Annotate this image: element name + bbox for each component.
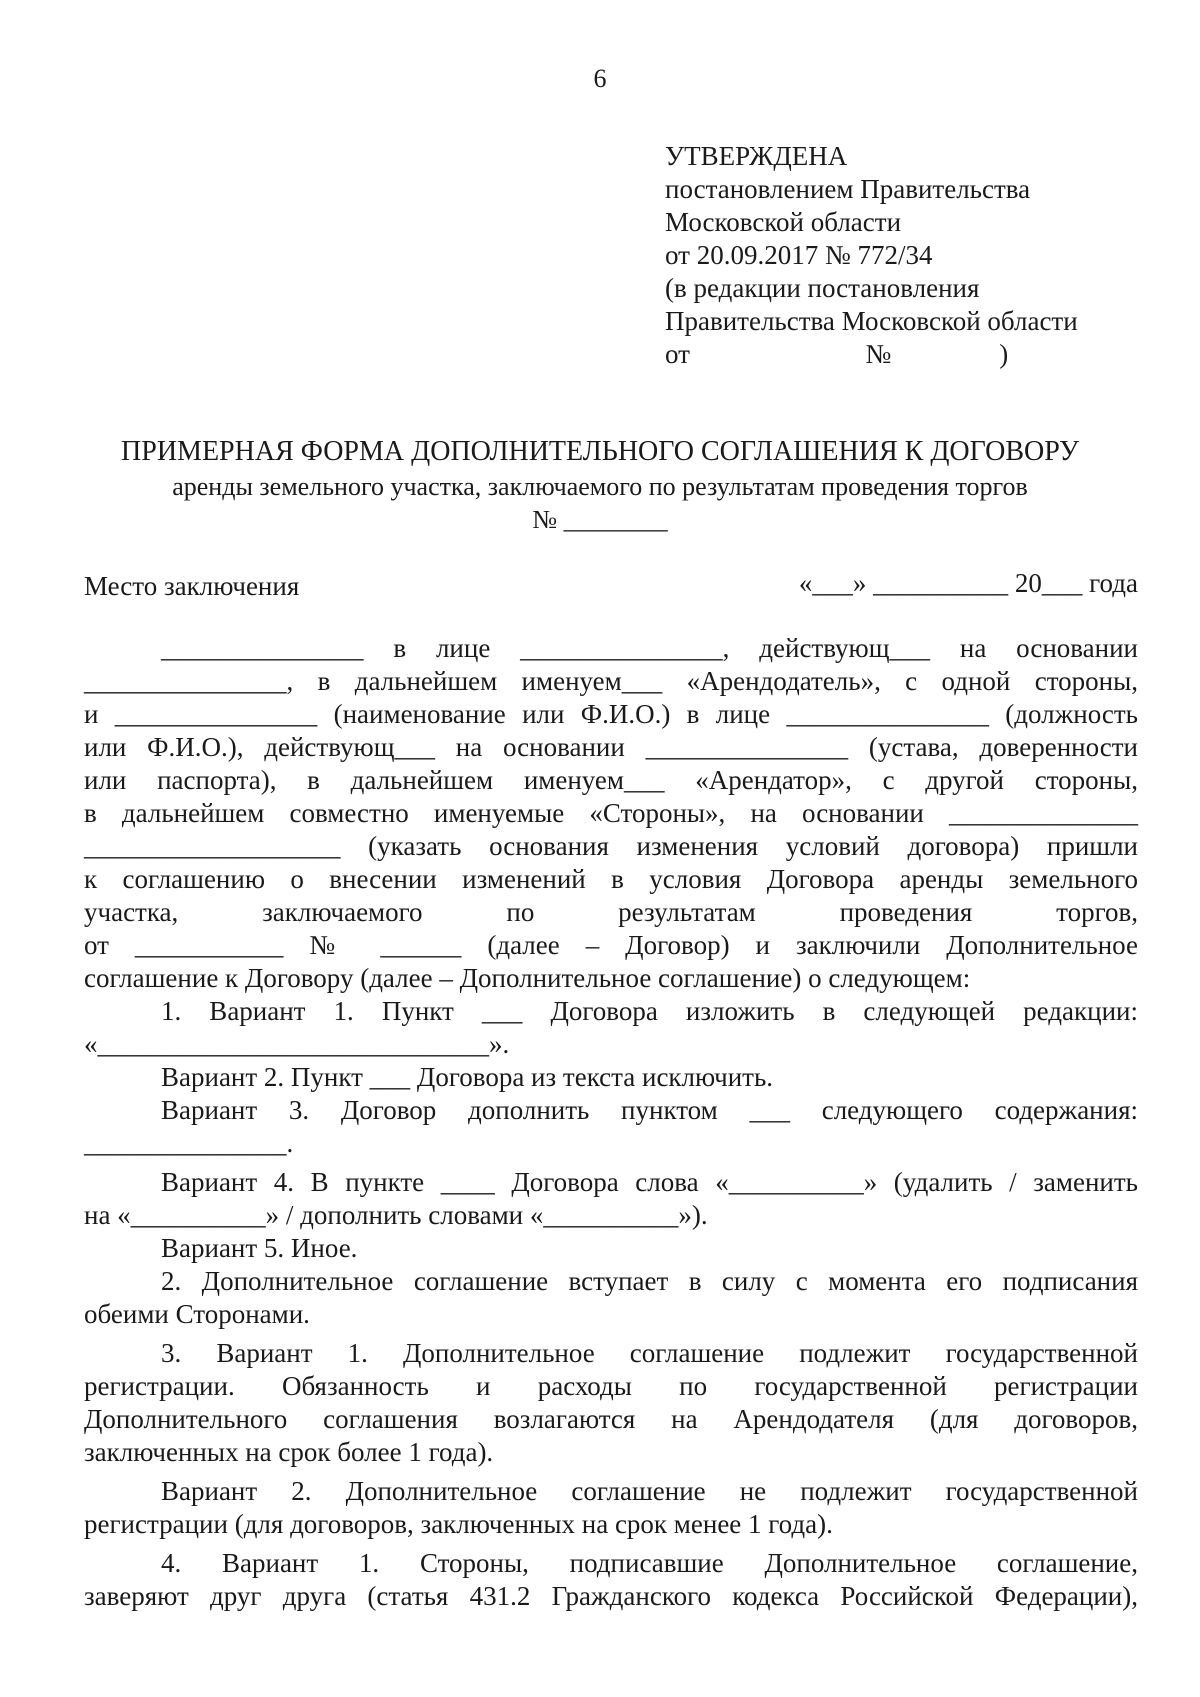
body-line: от ___________ № ______ (далее – Договор) и заключили Дополнительное xyxy=(84,930,1138,960)
body-line: 2. Дополнительное соглашение вступает в силу с момента его подписания xyxy=(161,1266,1138,1296)
approval-line: от 20.09.2017 № 772/34 xyxy=(665,240,933,270)
page-number: 6 xyxy=(593,64,607,93)
body-line: _______________ в лице _______________, действующ___ на основании xyxy=(161,633,1138,663)
body-line: регистрации (для договоров, заключенных на срок менее 1 года). xyxy=(84,1509,833,1539)
document-title: ПРИМЕРНАЯ ФОРМА ДОПОЛНИТЕЛЬНОГО СОГЛАШЕНИЯ К ДОГОВОРУ xyxy=(121,436,1079,467)
body-line: к соглашению о внесении изменений в условия Договора аренды земельного xyxy=(84,864,1138,894)
body-line: и _______________ (наименование или Ф.И.О.) в лице _______________ (должность xyxy=(84,699,1138,729)
body-line: Вариант 5. Иное. xyxy=(161,1233,358,1263)
body-line: 1. Вариант 1. Пункт ___ Договора изложить в следующей редакции: xyxy=(161,996,1138,1026)
body-line: участка, заключаемого по результатам проведения торгов, xyxy=(84,897,1138,927)
approval-line: (в редакции постановления xyxy=(665,273,980,303)
body-line: _______________, в дальнейшем именуем___ «Арендодатель», с одной стороны, xyxy=(84,666,1138,696)
body-line: 3. Вариант 1. Дополнительное соглашение подлежит государственной xyxy=(161,1338,1138,1368)
body-line: Вариант 2. Пункт ___ Договора из текста исключить. xyxy=(161,1062,774,1092)
body-line: или Ф.И.О.), действующ___ на основании _______________ (устава, доверенности xyxy=(84,732,1138,762)
body-line: Вариант 2. Дополнительное соглашение не подлежит государственной xyxy=(161,1476,1138,1506)
approval-line: Правительства Московской области xyxy=(665,306,1078,336)
body-line: ___________________ (указать основания изменения условий договора) пришли xyxy=(84,831,1138,861)
approval-line: Московской области xyxy=(665,207,902,237)
body-line: регистрации. Обязанность и расходы по государственной регистрации xyxy=(84,1371,1138,1401)
approval-block xyxy=(665,140,1078,371)
body-line: «_____________________________». xyxy=(84,1029,510,1059)
body-line: обеими Сторонами. xyxy=(84,1299,310,1329)
body-line: или паспорта), в дальнейшем именуем___ «Арендатор», с другой стороны, xyxy=(84,765,1138,795)
agreement-body xyxy=(84,632,1138,1613)
approval-line: постановлением Правительства xyxy=(665,174,1031,204)
body-line: 4. Вариант 1. Стороны, подписавшие Дополнительное соглашение, xyxy=(161,1548,1138,1578)
body-line: _______________. xyxy=(84,1128,294,1158)
document-subtitle: аренды земельного участка, заключаемого по результатам проведения торгов xyxy=(172,472,1028,501)
body-line: заключенных на срок более 1 года). xyxy=(84,1437,494,1467)
body-line: Дополнительного соглашения возлагаются на Арендодателя (для договоров, xyxy=(84,1404,1138,1434)
date-line: «___» __________ 20___ года xyxy=(798,568,1138,598)
body-line: в дальнейшем совместно именуемые «Стороны», на основании ______________ xyxy=(84,798,1138,828)
document-number: № ________ xyxy=(532,505,668,534)
body-line: Вариант 4. В пункте ____ Договора слова «__________» (удалить / заменить xyxy=(161,1167,1138,1197)
approval-line: от № ) xyxy=(665,339,1009,369)
body-line: Вариант 3. Договор дополнить пунктом ___ следующего содержания: xyxy=(161,1095,1138,1125)
body-line: заверяют друг друга (статья 431.2 Гражданского кодекса Российской Федерации), xyxy=(84,1581,1138,1611)
body-line: соглашение к Договору (далее – Дополнительное соглашение) о следующем: xyxy=(84,963,971,993)
place-of-conclusion: Место заключения xyxy=(84,571,300,601)
body-line: на «__________» / дополнить словами «__________»). xyxy=(84,1200,708,1230)
approval-line: УТВЕРЖДЕНА xyxy=(665,141,848,171)
